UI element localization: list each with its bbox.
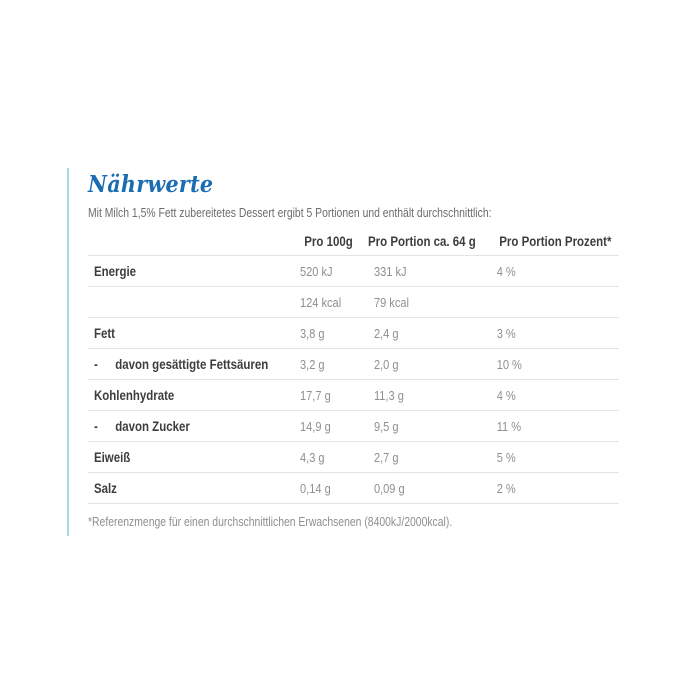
value-per-100g: 3,8 g <box>300 325 325 341</box>
value-per-100g: 4,3 g <box>300 449 325 465</box>
table-row <box>88 411 619 442</box>
table-body <box>88 256 619 504</box>
column-header-per-portion: Pro Portion ca. 64 g <box>368 234 476 249</box>
value-per-portion: 2,7 g <box>373 449 399 465</box>
value-per-100g: 3,2 g <box>300 356 325 372</box>
row-label-text: Salz <box>93 480 117 496</box>
section-title: Nährwerte <box>88 171 214 198</box>
row-label <box>88 264 268 279</box>
value-per-portion: 11,3 g <box>373 387 404 403</box>
sub-row-dash: - <box>93 356 98 372</box>
table-row <box>88 256 619 287</box>
value-per-portion: 9,5 g <box>373 418 399 434</box>
column-header-per-100g: Pro 100g <box>304 234 353 249</box>
table-row <box>88 380 619 411</box>
table-row <box>88 287 619 318</box>
value-per-100g: 14,9 g <box>300 418 331 434</box>
value-percent: 3 % <box>496 325 516 341</box>
value-percent: 10 % <box>496 356 522 372</box>
value-percent: 11 % <box>496 418 522 434</box>
table-row <box>88 349 619 380</box>
row-label <box>88 419 268 434</box>
section-intro: Mit Milch 1,5% Fett zubereitetes Dessert ergibt 5 Portionen und enthält durchschnittlich: <box>88 205 492 220</box>
row-label-text: davon gesättigte Fettsäuren <box>115 356 269 372</box>
value-per-portion: 2,0 g <box>373 356 399 372</box>
value-per-100g: 124 kcal <box>300 294 342 310</box>
value-percent: 2 % <box>496 480 516 496</box>
row-label-text: Fett <box>93 325 115 341</box>
table-row <box>88 473 619 504</box>
row-label <box>88 295 268 310</box>
value-per-100g: 520 kJ <box>300 263 333 279</box>
row-label <box>88 326 268 341</box>
row-label <box>88 481 268 496</box>
row-label <box>88 388 268 403</box>
row-label <box>88 450 268 465</box>
sub-row-dash: - <box>93 418 98 434</box>
row-label-text: Kohlenhydrate <box>93 387 175 403</box>
value-per-portion: 2,4 g <box>373 325 399 341</box>
table-row <box>88 318 619 349</box>
row-label-text: Eiweiß <box>93 449 131 465</box>
table-row <box>88 442 619 473</box>
column-header-percent: Pro Portion Prozent* <box>499 234 612 249</box>
value-per-100g: 0,14 g <box>300 480 331 496</box>
value-per-portion: 79 kcal <box>373 294 409 310</box>
row-label-text: Energie <box>93 263 137 279</box>
value-percent: 4 % <box>496 387 516 403</box>
nutrition-table <box>88 228 619 504</box>
value-per-portion: 0,09 g <box>373 480 405 496</box>
table-header-row <box>88 228 619 256</box>
value-percent: 4 % <box>496 263 516 279</box>
value-per-portion: 331 kJ <box>373 263 407 279</box>
section-accent-bar <box>67 168 69 536</box>
nutrition-section <box>88 172 621 530</box>
value-per-100g: 17,7 g <box>300 387 331 403</box>
value-percent: 5 % <box>496 449 516 465</box>
row-label <box>88 357 268 372</box>
footnote: *Referenzmenge für einen durchschnittlichen Erwachsenen (8400kJ/2000kcal). <box>88 514 453 529</box>
row-label-text: davon Zucker <box>115 418 190 434</box>
